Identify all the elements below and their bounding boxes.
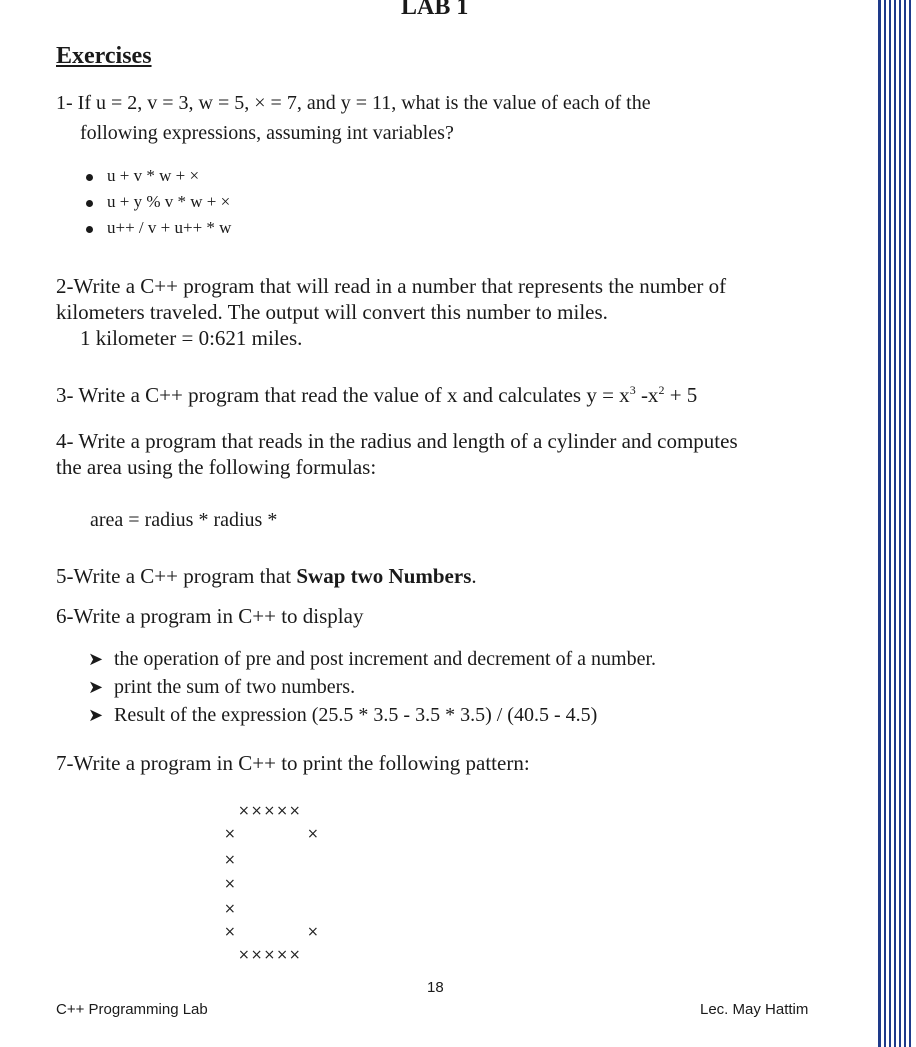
q5-prefix: 5-Write a C++ program that <box>56 564 297 588</box>
q3-sup-2: 2 <box>658 383 665 397</box>
q6-item-text: print the sum of two numbers. <box>114 676 356 698</box>
q4-line1: 4- Write a program that reads in the radius and length of a cylinder and computes <box>56 429 738 453</box>
page-border-rule <box>899 0 901 1047</box>
q1-bullet <box>86 166 199 186</box>
bullet-dot-icon <box>86 226 93 233</box>
bullet-dot-icon <box>86 174 93 181</box>
q2-line1: 2-Write a C++ program that will read in a number that represents the number of <box>56 274 727 298</box>
q6-item <box>88 674 355 700</box>
q7-intro: 7-Write a program in C++ to print the following pattern: <box>56 751 530 775</box>
pattern-cell: × <box>224 852 236 868</box>
q6-item <box>88 646 656 672</box>
bullet-dot-icon <box>86 200 93 207</box>
page-border-rule <box>904 0 906 1047</box>
q6-item-text: the operation of pre and post increment and decrement of a number. <box>114 648 657 670</box>
page-number: 18 <box>427 979 444 996</box>
exercises-heading: Exercises <box>56 43 152 69</box>
page-border-rule <box>894 0 896 1047</box>
q3-text-main: 3- Write a C++ program that read the value of x and calculates y = x <box>56 383 630 407</box>
arrow-bullet-icon: ➤ <box>88 677 104 697</box>
q4-formula: area = radius * radius * <box>90 509 278 531</box>
page-border-rule <box>889 0 891 1047</box>
footer-course-name: C++ Programming Lab <box>56 1001 208 1018</box>
pattern-row-bottom: ××××× <box>238 947 302 963</box>
pattern-cell: × <box>307 924 319 940</box>
q3-text-end: + 5 <box>664 383 698 407</box>
q3-text-mid: -x <box>635 383 659 407</box>
q5-bold: Swap two Numbers <box>296 564 472 588</box>
pattern-cell: × <box>224 826 236 842</box>
page-border-rule <box>878 0 881 1047</box>
pattern-cell: × <box>224 876 236 892</box>
q4-line2: the area using the following formulas: <box>56 455 377 479</box>
pattern-cell: × <box>307 826 319 842</box>
q1-expression: u + y % v * w + × <box>107 192 231 211</box>
q2-line2: kilometers traveled. The output will convert this number to miles. <box>56 300 608 324</box>
arrow-bullet-icon: ➤ <box>88 705 104 725</box>
q1-expression: u + v * w + × <box>107 166 200 185</box>
footer-lecturer: Lec. May Hattim <box>700 1001 809 1018</box>
q5-text <box>56 563 477 589</box>
q3-sup-3: 3 <box>629 383 636 397</box>
q1-bullet <box>86 192 230 212</box>
q3-text <box>56 377 697 408</box>
q1-line2: following expressions, assuming int variables? <box>80 122 454 144</box>
pattern-row-top: ××××× <box>238 803 302 819</box>
q1-bullet <box>86 218 231 238</box>
page-border-rule <box>884 0 886 1047</box>
q5-suffix: . <box>471 564 477 588</box>
q6-item <box>88 702 597 728</box>
pattern-cell: × <box>224 924 236 940</box>
q6-item-text: Result of the expression (25.5 * 3.5 - 3.5 * 3.5) / (40.5 - 4.5) <box>114 704 598 726</box>
q2-line3: 1 kilometer = 0:621 miles. <box>80 326 303 350</box>
q1-expression: u++ / v + u++ * w <box>107 218 232 237</box>
arrow-bullet-icon: ➤ <box>88 649 104 669</box>
q1-line1: 1- If u = 2, v = 3, w = 5, × = 7, and y = 11, what is the value of each of the <box>56 92 651 114</box>
q6-intro: 6-Write a program in C++ to display <box>56 604 364 628</box>
pattern-cell: × <box>224 901 236 917</box>
page-border-rule <box>909 0 911 1047</box>
lab-title: LAB 1 <box>401 0 469 20</box>
